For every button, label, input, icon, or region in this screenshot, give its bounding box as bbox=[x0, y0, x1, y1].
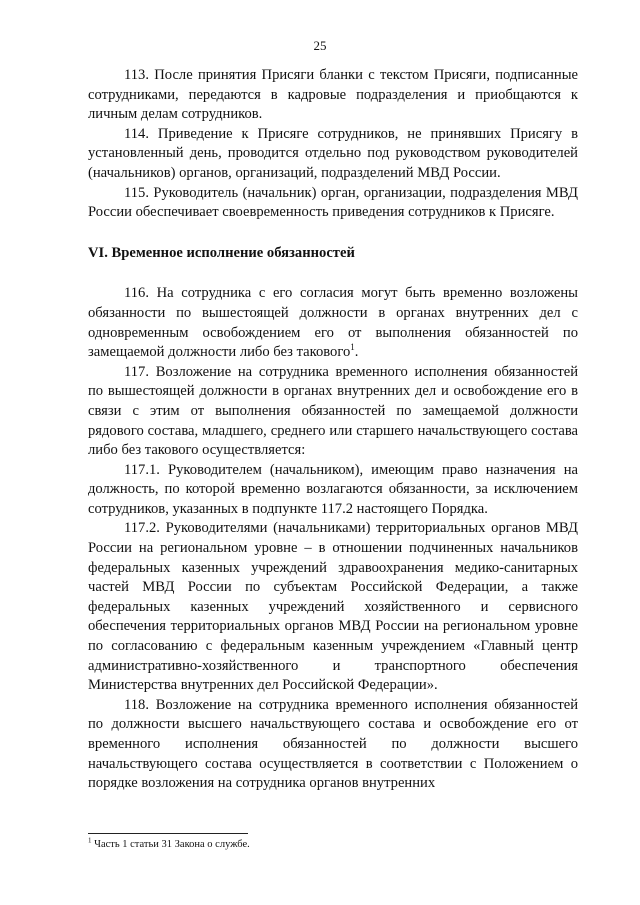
paragraph-117-2: 117.2. Руководителями (начальниками) территориальных органов МВД России на региональном уровне – в отношении подчиненных начальников федеральных казенных учреждений здравоохранения медико-санитарных частей МВД России по субъектам Российской Федерации, а также федеральных казенных учреждений хозяйственного и сервисного обеспечения территориальных органов МВД России на региональном уровне по согласованию с федеральным казенным учреждением «Главный центр административно-хозяйственного и транспортного обеспечения Министерства внутренних дел Российской Федерации». bbox=[88, 520, 578, 694]
paragraph-114: 114. Приведение к Присяге сотрудников, не принявших Присягу в установленный день, проводится отдельно под руководством руководителей (начальников) органов, организаций, подразделений МВД России. bbox=[88, 125, 578, 181]
paragraph-116-text: 116. На сотрудника с его согласия могут быть временно возложены обязанности по вышестоящей должности в органах внутренних дел с одновременным освобождением его от выполнения обязанностей по замещаемой должности либо без такового bbox=[88, 285, 578, 361]
paragraph-118: 118. Возложение на сотрудника временного исполнения обязанностей по должности высшего начальствующего состава и освобождение его от временного исполнения обязанностей по должности высшего начальствующего состава осуществляется в соответствии с Положением о порядке возложения на сотрудника органов внутренних bbox=[88, 696, 578, 792]
paragraph-117-1: 117.1. Руководителем (начальником), имеющим право назначения на должность, по которой временно возлагаются обязанности, за исключением сотрудников, указанных в подпункте 117.2 настоящего Порядка. bbox=[88, 461, 578, 517]
paragraph-117: 117. Возложение на сотрудника временного исполнения обязанностей по вышестоящей должности в органах внутренних дел и освобождение его в связи с этим от выполнения обязанностей по замещаемой должности рядового состава, младшего, среднего или старшего начальствующего состава либо без такового осуществляется: bbox=[88, 363, 578, 459]
document-body bbox=[88, 66, 578, 794]
footnote-text: Часть 1 статьи 31 Закона о службе. bbox=[91, 839, 250, 850]
paragraph-116 bbox=[88, 284, 578, 362]
footnote bbox=[88, 838, 578, 852]
page-number: 25 bbox=[313, 38, 327, 53]
paragraph-113: 113. После принятия Присяги бланки с текстом Присяги, подписанные сотрудниками, передаются в кадровые подразделения и приобщаются к личным делам сотрудников. bbox=[88, 67, 578, 123]
footnote-mark: 1 bbox=[88, 836, 92, 845]
footnote-reference[interactable]: 1 bbox=[350, 342, 355, 353]
paragraph-115: 115. Руководитель (начальник) орган, организации, подразделения МВД России обеспечивает своевременность приведения сотрудников к Присяге. bbox=[88, 184, 578, 221]
paragraph-116-tail: . bbox=[354, 344, 359, 361]
footnote-divider bbox=[88, 833, 248, 834]
section-heading: VI. Временное исполнение обязанностей bbox=[88, 244, 355, 261]
